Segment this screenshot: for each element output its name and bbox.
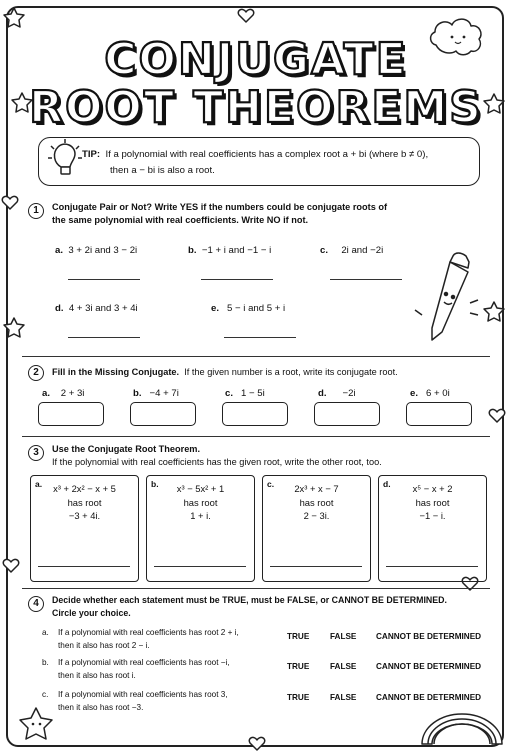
- s2-item-a: a. 2 + 3i: [42, 388, 85, 399]
- tip-line2: then a − bi is also a root.: [110, 165, 215, 176]
- heart-icon: [3, 559, 18, 572]
- page-title-line2: ROOT THEOREMS: [29, 82, 483, 133]
- tip-label: TIP:: [82, 149, 101, 160]
- section4-instr-line2: Circle your choice.: [52, 608, 131, 618]
- s4-label-b: b.: [42, 658, 49, 667]
- pencil-mascot-icon: [415, 253, 478, 340]
- section-divider: [22, 436, 490, 437]
- answer-box-s2-a[interactable]: [38, 402, 104, 426]
- choice-true-c[interactable]: TRUE: [287, 693, 310, 702]
- heart-icon: [238, 9, 253, 22]
- section3-instructions: [52, 443, 382, 469]
- s2-item-c: c. 1 − 5i: [225, 388, 265, 399]
- heart-icon: [249, 737, 264, 750]
- star-icon: [4, 8, 24, 27]
- s3-card-c-label: c.: [267, 479, 275, 489]
- s3-card-d-text: x⁵ − x + 2 has root −1 − i.: [412, 483, 453, 521]
- s1-item-d: d. 4 + 3i and 3 + 4i: [55, 303, 138, 314]
- answer-box-s2-e[interactable]: [406, 402, 472, 426]
- answer-line-s1-d[interactable]: [68, 337, 140, 338]
- star-icon: [4, 318, 24, 337]
- heart-icon: [489, 409, 504, 422]
- choice-cbd-a[interactable]: CANNOT BE DETERMINED: [376, 632, 482, 641]
- choice-true-b[interactable]: TRUE: [287, 662, 310, 671]
- page-title-line1: CONJUGATE: [104, 34, 408, 85]
- choice-false-a[interactable]: FALSE: [330, 632, 357, 641]
- choice-cbd-b[interactable]: CANNOT BE DETERMINED: [376, 662, 482, 671]
- s2-item-d: d. −2i: [318, 388, 356, 399]
- section-number-3: 3: [28, 445, 44, 461]
- s4-statement-c: If a polynomial with real coefficients has root 3, then it also has root −3.: [58, 690, 228, 712]
- s3-card-a-label: a.: [35, 479, 43, 489]
- section2-instructions: Fill in the Missing Conjugate. If the given number is a root, write its conjugate root.: [52, 367, 398, 377]
- section4-instructions: [52, 594, 447, 620]
- s1-item-e: e. 5 − i and 5 + i: [211, 303, 286, 314]
- section-divider: [22, 356, 490, 357]
- choice-false-c[interactable]: FALSE: [330, 693, 357, 702]
- s4-label-a: a.: [42, 628, 49, 637]
- answer-line-s1-b[interactable]: [201, 279, 273, 280]
- s2-item-e: e. 6 + 0i: [410, 388, 450, 399]
- section-divider: [22, 588, 490, 589]
- answer-line-s1-a[interactable]: [68, 279, 140, 280]
- s1-item-c: c. 2i and −2i: [320, 245, 384, 256]
- section3-instr-line2: If the polynomial with real coefficients has the given root, write the other root, too.: [52, 457, 382, 467]
- choice-true-a[interactable]: TRUE: [287, 632, 310, 641]
- s3-card-d-label: d.: [383, 479, 391, 489]
- star-icon: [484, 302, 504, 321]
- answer-line-s3-b[interactable]: [154, 566, 246, 567]
- s3-card-b-text: x³ − 5x² + 1 has root 1 + i.: [176, 483, 225, 521]
- s3-card-b-label: b.: [151, 479, 159, 489]
- answer-line-s1-c[interactable]: [330, 279, 402, 280]
- answer-line-s3-c[interactable]: [270, 566, 362, 567]
- answer-box-s2-b[interactable]: [130, 402, 196, 426]
- star-icon: [20, 708, 52, 739]
- section1-instr-line1: Conjugate Pair or Not? Write YES if the numbers could be conjugate roots of: [52, 202, 388, 212]
- s2-item-b: b. −4 + 7i: [133, 388, 179, 399]
- choice-cbd-c[interactable]: CANNOT BE DETERMINED: [376, 693, 482, 702]
- s4-label-c: c.: [42, 690, 49, 699]
- answer-box-s2-c[interactable]: [222, 402, 288, 426]
- answer-line-s1-e[interactable]: [224, 337, 296, 338]
- section1-instr-line2: the same polynomial with real coefficients. Write NO if not.: [52, 215, 309, 225]
- section3-instr-line1: Use the Conjugate Root Theorem.: [52, 444, 201, 454]
- heart-icon: [2, 196, 17, 209]
- answer-box-s2-d[interactable]: [314, 402, 380, 426]
- answer-line-s3-a[interactable]: [38, 566, 130, 567]
- choice-false-b[interactable]: FALSE: [330, 662, 357, 671]
- section-number-2: 2: [28, 365, 44, 381]
- tip-line1: If a polynomial with real coefficients has a complex root a + bi (where b ≠ 0),: [105, 149, 429, 160]
- s3-card-c-text: 2x³ + x − 7 has root 2 − 3i.: [294, 483, 339, 521]
- s1-item-a: a. 3 + 2i and 3 − 2i: [55, 245, 138, 256]
- s4-statement-b: If a polynomial with real coefficients has root −i, then it also has root i.: [58, 658, 230, 680]
- section-number-4: 4: [28, 596, 44, 612]
- section1-instructions: [52, 201, 387, 227]
- section4-instr-line1: Decide whether each statement must be TRUE, must be FALSE, or CANNOT BE DETERMINED.: [52, 595, 447, 605]
- s4-statement-a: If a polynomial with real coefficients has root 2 + i, then it also has root 2 − i.: [58, 628, 239, 650]
- s1-item-b: b. −1 + i and −1 − i: [188, 245, 272, 256]
- answer-line-s3-d[interactable]: [386, 566, 478, 567]
- section-number-1: 1: [28, 203, 44, 219]
- tip-text: [82, 147, 477, 179]
- s3-card-a-text: x³ + 2x² − x + 5 has root −3 + 4i.: [53, 483, 116, 521]
